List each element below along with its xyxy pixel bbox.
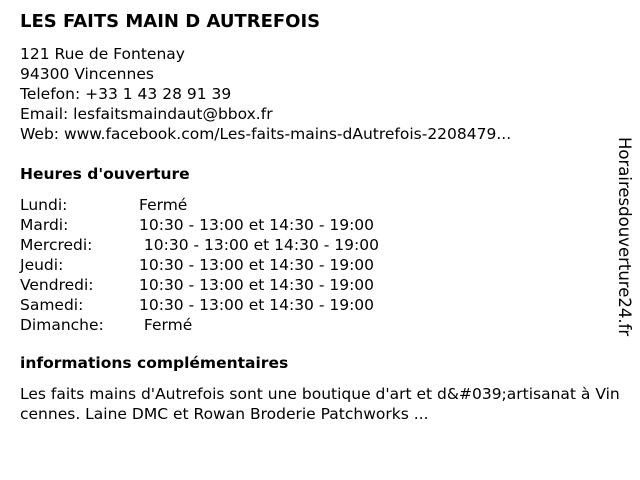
day-label: Dimanche: bbox=[20, 316, 104, 334]
day-label: Mardi: bbox=[20, 216, 69, 234]
day-hours: 10:30 - 13:00 et 14:30 - 19:00 bbox=[139, 236, 379, 254]
day-hours: 10:30 - 13:00 et 14:30 - 19:00 bbox=[139, 276, 375, 294]
business-name: LES FAITS MAIN D AUTREFOIS bbox=[20, 11, 321, 32]
day-hours: 10:30 - 13:00 et 14:30 - 19:00 bbox=[139, 256, 375, 274]
email-line: Email: lesfaitsmaindaut@bbox.fr bbox=[20, 105, 273, 123]
day-label: Jeudi: bbox=[20, 256, 64, 274]
day-hours: 10:30 - 13:00 et 14:30 - 19:00 bbox=[139, 296, 375, 314]
day-label: Samedi: bbox=[20, 296, 84, 314]
additional-info-heading: informations complémentaires bbox=[20, 354, 289, 372]
additional-info-text: Les faits mains d'Autrefois sont une boutique d'art et d&#039;artisanat à Vincennes. Laine DMC et Rowan Broderie Patchworks ... bbox=[20, 385, 620, 423]
day-hours: 10:30 - 13:00 et 14:30 - 19:00 bbox=[139, 216, 375, 234]
day-hours: Fermé bbox=[139, 316, 193, 334]
side-brand-watermark: Horairesdouverture24.fr bbox=[615, 137, 634, 337]
day-label: Mercredi: bbox=[20, 236, 93, 254]
contact-block bbox=[20, 44, 511, 144]
address-street: 121 Rue de Fontenay bbox=[20, 45, 185, 63]
address-city: 94300 Vincennes bbox=[20, 65, 154, 83]
phone-line: Telefon: +33 1 43 28 91 39 bbox=[20, 85, 232, 103]
day-label: Vendredi: bbox=[20, 276, 94, 294]
opening-hours-heading: Heures d'ouverture bbox=[20, 165, 190, 183]
day-hours: Fermé bbox=[139, 196, 188, 214]
day-label: Lundi: bbox=[20, 196, 68, 214]
web-line: Web: www.facebook.com/Les-faits-mains-dAutrefois-2208479... bbox=[20, 125, 512, 143]
